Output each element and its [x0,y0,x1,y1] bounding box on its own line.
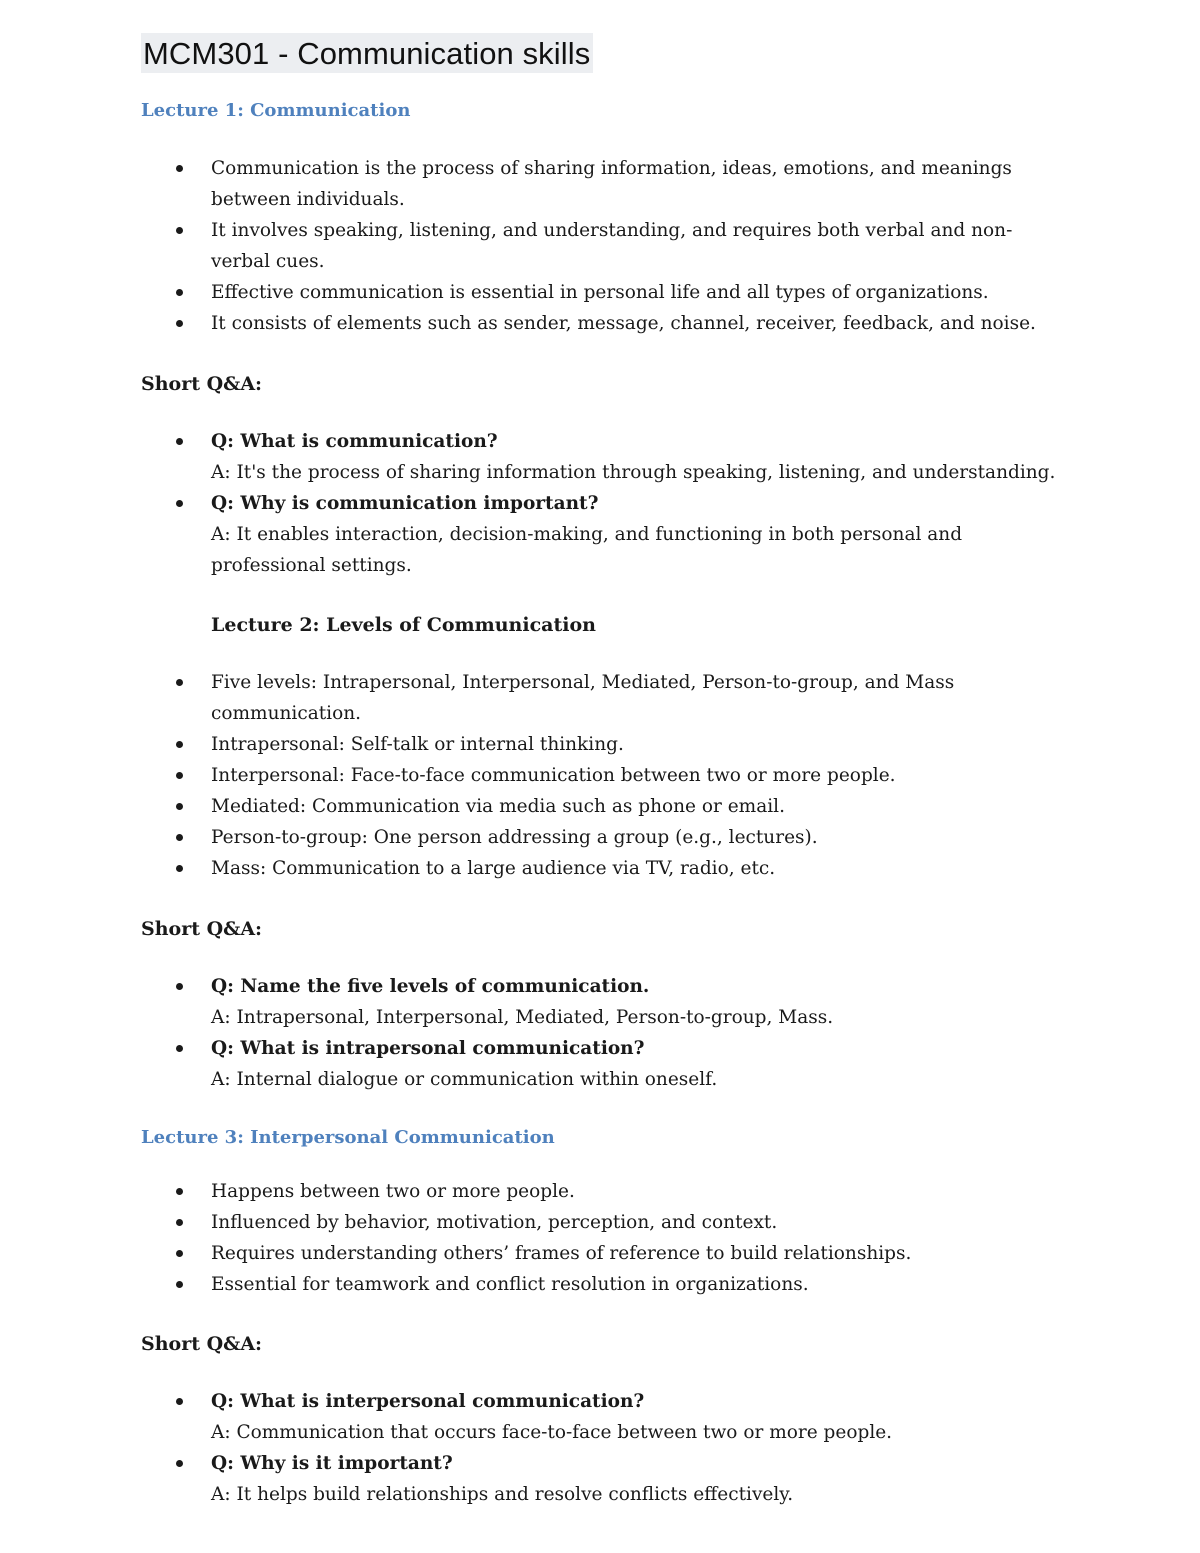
question-text: Q: Why is communication important? [211,493,599,514]
lecture-2-heading: Lecture 2: Levels of Communication [211,614,596,636]
list-item [0,760,1061,791]
question-text: Q: What is communication? [211,431,498,452]
answer-text: A: It's the process of sharing information through speaking, listening, and understanding. [211,462,1056,483]
bullet-icon [176,1398,183,1405]
list-item [0,1238,1061,1269]
lecture-1-qa-list [0,426,1100,581]
list-item [0,277,1061,308]
qa-item [0,1386,1061,1448]
bullet-text: Communication is the process of sharing information, ideas, emotions, and meanings between individuals. [211,158,1012,210]
bullet-text: It consists of elements such as sender, message, channel, receiver, feedback, and noise. [211,313,1036,334]
bullet-icon [176,227,183,234]
bullet-text: Effective communication is essential in personal life and all types of organizations. [211,282,989,303]
list-item [0,667,1061,729]
bullet-text: Influenced by behavior, motivation, perception, and context. [211,1212,778,1233]
bullet-icon [176,438,183,445]
list-item [0,153,1061,215]
question-text: Q: Name the five levels of communication. [211,976,650,997]
bullet-icon [176,1281,183,1288]
bullet-icon [176,772,183,779]
bullet-icon [176,320,183,327]
answer-text: A: Communication that occurs face-to-face between two or more people. [211,1422,893,1443]
lecture-3-qa-list [0,1386,1100,1510]
bullet-icon [176,803,183,810]
bullet-icon [176,983,183,990]
bullet-icon [176,865,183,872]
lecture-2-qa-heading: Short Q&A: [141,918,263,940]
lecture-3-bullet-list [0,1176,1100,1300]
answer-text: A: It helps build relationships and resolve conflicts effectively. [211,1484,794,1505]
list-item [0,308,1061,339]
bullet-icon [176,834,183,841]
list-item [0,791,1061,822]
bullet-text: Person-to-group: One person addressing a group (e.g., lectures). [211,827,818,848]
bullet-text: It involves speaking, listening, and understanding, and requires both verbal and non-verbal cues. [211,220,1013,272]
lecture-1-qa-heading: Short Q&A: [141,373,263,395]
answer-text: A: It enables interaction, decision-making, and functioning in both personal and professional settings. [211,524,963,576]
bullet-icon [176,741,183,748]
bullet-text: Intrapersonal: Self-talk or internal thinking. [211,734,624,755]
bullet-text: Mediated: Communication via media such as phone or email. [211,796,785,817]
bullet-text: Interpersonal: Face-to-face communication between two or more people. [211,765,896,786]
bullet-icon [176,289,183,296]
lecture-3-qa-heading: Short Q&A: [141,1333,263,1355]
bullet-icon [176,500,183,507]
list-item [0,215,1061,277]
bullet-text: Requires understanding others’ frames of reference to build relationships. [211,1243,912,1264]
list-item [0,1207,1061,1238]
bullet-text: Essential for teamwork and conflict resolution in organizations. [211,1274,809,1295]
lecture-1-heading: Lecture 1: Communication [141,100,411,121]
bullet-icon [176,679,183,686]
bullet-icon [176,1045,183,1052]
qa-item [0,971,1061,1033]
bullet-icon [176,1250,183,1257]
bullet-icon [176,1188,183,1195]
list-item [0,729,1061,760]
question-text: Q: What is intrapersonal communication? [211,1038,645,1059]
bullet-text: Five levels: Intrapersonal, Interpersonal, Mediated, Person-to-group, and Mass communication. [211,672,955,724]
qa-item [0,1448,1061,1510]
list-item [0,853,1061,884]
lecture-2-bullet-list [0,667,1100,884]
qa-item [0,1033,1061,1095]
question-text: Q: What is interpersonal communication? [211,1391,645,1412]
bullet-text: Mass: Communication to a large audience via TV, radio, etc. [211,858,776,879]
qa-item [0,426,1061,488]
answer-text: A: Intrapersonal, Interpersonal, Mediated, Person-to-group, Mass. [211,1007,834,1028]
list-item [0,822,1061,853]
bullet-icon [176,1460,183,1467]
lecture-2-qa-list [0,971,1100,1095]
bullet-icon [176,165,183,172]
lecture-1-bullet-list [0,153,1100,339]
bullet-icon [176,1219,183,1226]
lecture-3-heading: Lecture 3: Interpersonal Communication [141,1127,555,1148]
bullet-text: Happens between two or more people. [211,1181,575,1202]
question-text: Q: Why is it important? [211,1453,453,1474]
list-item [0,1176,1061,1207]
answer-text: A: Internal dialogue or communication within oneself. [211,1069,718,1090]
qa-item [0,488,1061,581]
list-item [0,1269,1061,1300]
document-title: MCM301 - Communication skills [141,33,593,73]
